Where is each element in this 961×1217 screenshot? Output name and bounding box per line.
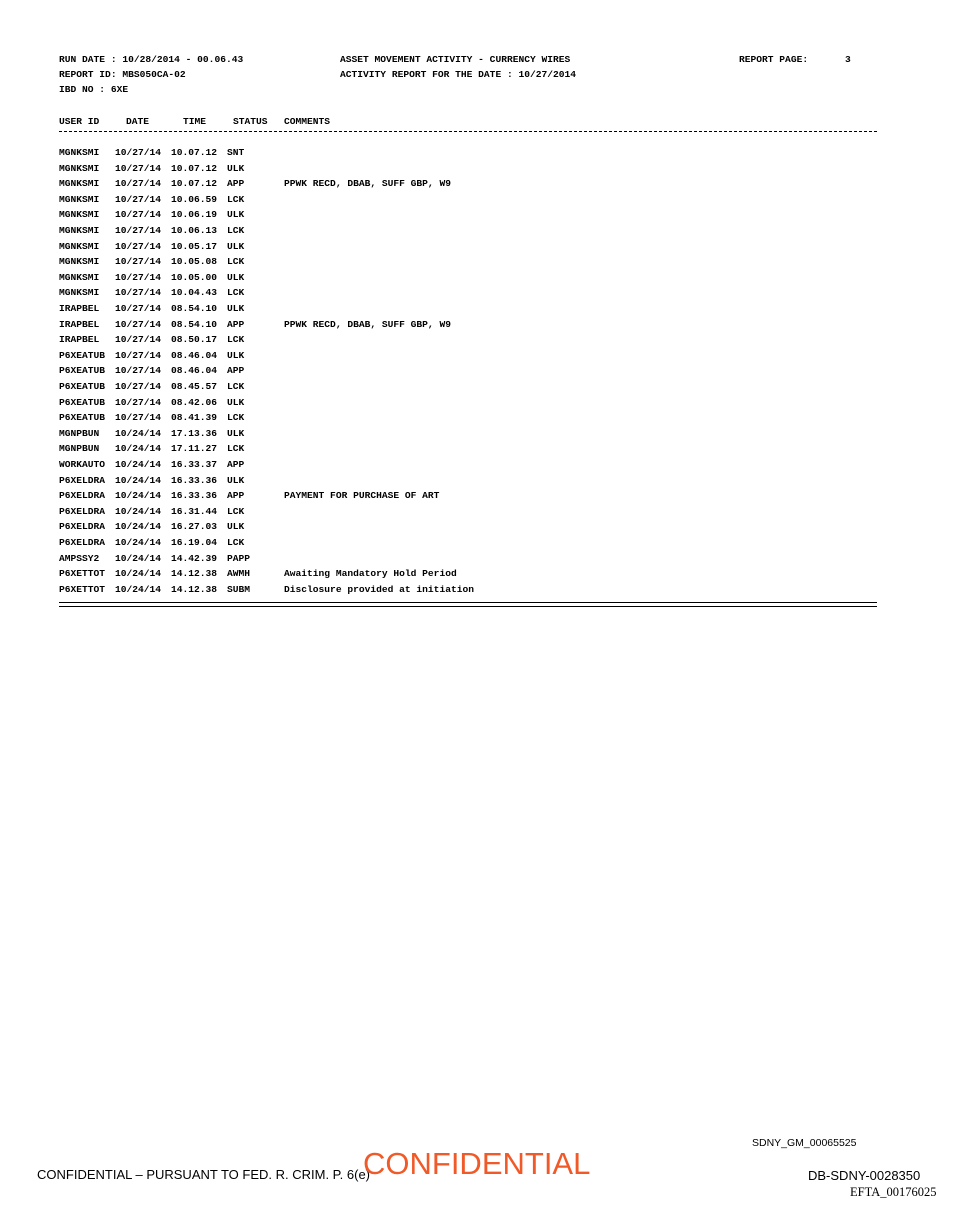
- cell-user-id: MGNKSMI: [59, 287, 100, 299]
- cell-time: 10.06.19: [171, 209, 218, 221]
- cell-comment: PAYMENT FOR PURCHASE OF ART: [284, 490, 440, 502]
- col-date: DATE: [126, 116, 150, 127]
- cell-time: 16.33.36: [171, 490, 218, 502]
- run-date: RUN DATE : 10/28/2014 - 00.06.43: [59, 54, 244, 65]
- cell-time: 17.13.36: [171, 427, 218, 439]
- cell-time: 10.06.59: [171, 193, 218, 205]
- cell-status: ULK: [227, 474, 245, 486]
- cell-user-id: P6XELDRA: [59, 537, 106, 548]
- cell-status: APP: [227, 365, 245, 377]
- cell-date: 10/27/14: [115, 147, 162, 158]
- cell-date: 10/27/14: [115, 256, 162, 268]
- cell-status: LCK: [227, 287, 245, 299]
- cell-date: 10/27/14: [115, 365, 162, 377]
- cell-date: 10/27/14: [115, 318, 162, 330]
- cell-date: 10/24/14: [115, 490, 162, 502]
- cell-date: 10/24/14: [115, 568, 162, 580]
- cell-time: 17.11.27: [171, 443, 218, 455]
- cell-user-id: IRAPBEL: [59, 303, 100, 314]
- cell-user-id: MGNKSMI: [59, 256, 100, 268]
- report-id: REPORT ID: MBS050CA-02: [59, 69, 186, 80]
- cell-date: 10/24/14: [115, 474, 162, 486]
- cell-date: 10/24/14: [115, 459, 162, 470]
- efta-number: EFTA_00176025: [850, 1185, 937, 1199]
- cell-status: LCK: [227, 381, 245, 392]
- cell-status: LCK: [227, 334, 245, 346]
- cell-time: 10.05.08: [171, 256, 218, 268]
- cell-status: APP: [227, 318, 245, 330]
- confidential-stamp: CONFIDENTIAL: [363, 1146, 591, 1181]
- cell-status: LCK: [227, 412, 245, 424]
- cell-time: 10.06.13: [171, 225, 218, 236]
- cell-date: 10/27/14: [115, 271, 162, 283]
- col-comments: COMMENTS: [284, 116, 331, 127]
- cell-time: 16.27.03: [171, 521, 218, 533]
- cell-user-id: P6XEATUB: [59, 412, 106, 424]
- cell-user-id: P6XEATUB: [59, 365, 106, 377]
- header-rule: [59, 131, 877, 132]
- col-time: TIME: [183, 116, 207, 127]
- cell-status: ULK: [227, 349, 245, 361]
- cell-date: 10/24/14: [115, 521, 162, 533]
- cell-time: 08.54.10: [171, 303, 218, 314]
- cell-status: ULK: [227, 209, 245, 221]
- cell-status: SNT: [227, 147, 245, 158]
- cell-user-id: P6XEATUB: [59, 349, 106, 361]
- cell-status: LCK: [227, 256, 245, 268]
- cell-user-id: MGNKSMI: [59, 209, 100, 221]
- confidential-legend: CONFIDENTIAL – PURSUANT TO FED. R. CRIM. P. 6(e): [37, 1167, 371, 1182]
- cell-time: 10.07.12: [171, 178, 218, 190]
- cell-status: PAPP: [227, 552, 251, 564]
- cell-user-id: MGNKSMI: [59, 162, 100, 174]
- cell-user-id: P6XETTOT: [59, 583, 106, 595]
- cell-date: 10/27/14: [115, 381, 162, 392]
- cell-user-id: MGNPBUN: [59, 427, 100, 439]
- cell-comment: PPWK RECD, DBAB, SUFF GBP, W9: [284, 318, 451, 330]
- cell-date: 10/27/14: [115, 334, 162, 346]
- cell-user-id: IRAPBEL: [59, 334, 100, 346]
- cell-user-id: P6XEATUB: [59, 396, 106, 408]
- cell-time: 10.04.43: [171, 287, 218, 299]
- cell-time: 16.31.44: [171, 505, 218, 517]
- cell-time: 10.05.00: [171, 271, 218, 283]
- cell-user-id: MGNKSMI: [59, 193, 100, 205]
- report-page-label: REPORT PAGE:: [739, 54, 809, 65]
- cell-date: 10/27/14: [115, 412, 162, 424]
- cell-status: APP: [227, 178, 245, 190]
- cell-date: 10/27/14: [115, 349, 162, 361]
- cell-user-id: P6XELDRA: [59, 490, 106, 502]
- cell-time: 14.12.38: [171, 583, 218, 595]
- cell-status: LCK: [227, 537, 245, 548]
- bates-number-2: DB-SDNY-0028350: [808, 1168, 921, 1183]
- cell-status: ULK: [227, 162, 245, 174]
- cell-status: ULK: [227, 396, 245, 408]
- cell-date: 10/27/14: [115, 396, 162, 408]
- cell-comment: Disclosure provided at initiation: [284, 583, 474, 595]
- cell-time: 08.54.10: [171, 318, 218, 330]
- cell-date: 10/27/14: [115, 287, 162, 299]
- cell-user-id: P6XELDRA: [59, 505, 106, 517]
- cell-user-id: P6XETTOT: [59, 568, 106, 580]
- report-subtitle: ACTIVITY REPORT FOR THE DATE : 10/27/2014: [340, 69, 577, 80]
- cell-user-id: P6XEATUB: [59, 381, 106, 392]
- cell-time: 08.41.39: [171, 412, 218, 424]
- cell-time: 16.33.37: [171, 459, 218, 470]
- cell-status: ULK: [227, 427, 245, 439]
- cell-status: ULK: [227, 521, 245, 533]
- cell-date: 10/27/14: [115, 209, 162, 221]
- cell-status: LCK: [227, 225, 245, 236]
- cell-status: AWMH: [227, 568, 251, 580]
- bates-number-1: SDNY_GM_00065525: [752, 1137, 857, 1149]
- cell-time: 16.33.36: [171, 474, 218, 486]
- cell-user-id: MGNPBUN: [59, 443, 100, 455]
- cell-status: APP: [227, 490, 245, 502]
- cell-time: 14.12.38: [171, 568, 218, 580]
- cell-user-id: AMPSSY2: [59, 552, 100, 564]
- cell-user-id: MGNKSMI: [59, 271, 100, 283]
- cell-date: 10/27/14: [115, 225, 162, 236]
- cell-time: 10.07.12: [171, 147, 218, 158]
- cell-time: 10.07.12: [171, 162, 218, 174]
- cell-user-id: WORKAUTO: [59, 459, 106, 470]
- cell-status: ULK: [227, 303, 245, 314]
- report-title: ASSET MOVEMENT ACTIVITY - CURRENCY WIRES: [340, 54, 571, 65]
- cell-date: 10/24/14: [115, 537, 162, 548]
- cell-time: 08.42.06: [171, 396, 218, 408]
- cell-date: 10/24/14: [115, 583, 162, 595]
- cell-status: LCK: [227, 193, 245, 205]
- cell-date: 10/27/14: [115, 178, 162, 190]
- col-user-id: USER ID: [59, 116, 100, 127]
- table-end-rule: [59, 602, 877, 607]
- cell-user-id: P6XELDRA: [59, 474, 106, 486]
- cell-date: 10/27/14: [115, 162, 162, 174]
- cell-user-id: IRAPBEL: [59, 318, 100, 330]
- cell-user-id: P6XELDRA: [59, 521, 106, 533]
- cell-time: 08.45.57: [171, 381, 218, 392]
- cell-time: 10.05.17: [171, 240, 218, 252]
- column-headers: [59, 116, 331, 128]
- cell-date: 10/27/14: [115, 240, 162, 252]
- cell-status: LCK: [227, 443, 245, 455]
- cell-time: 08.46.04: [171, 349, 218, 361]
- cell-status: ULK: [227, 240, 245, 252]
- cell-date: 10/27/14: [115, 303, 162, 314]
- cell-date: 10/27/14: [115, 193, 162, 205]
- cell-comment: PPWK RECD, DBAB, SUFF GBP, W9: [284, 178, 451, 190]
- cell-user-id: MGNKSMI: [59, 147, 100, 158]
- cell-user-id: MGNKSMI: [59, 225, 100, 236]
- cell-status: SUBM: [227, 583, 251, 595]
- cell-status: APP: [227, 459, 245, 470]
- cell-date: 10/24/14: [115, 427, 162, 439]
- cell-time: 08.46.04: [171, 365, 218, 377]
- cell-status: ULK: [227, 271, 245, 283]
- ibd-number: IBD NO : 6XE: [59, 84, 129, 95]
- cell-date: 10/24/14: [115, 443, 162, 455]
- cell-time: 08.50.17: [171, 334, 218, 346]
- report-page-number: 3: [845, 54, 851, 65]
- cell-comment: Awaiting Mandatory Hold Period: [284, 568, 457, 580]
- cell-time: 16.19.04: [171, 537, 218, 548]
- cell-user-id: MGNKSMI: [59, 178, 100, 190]
- cell-status: LCK: [227, 505, 245, 517]
- cell-user-id: MGNKSMI: [59, 240, 100, 252]
- cell-date: 10/24/14: [115, 552, 162, 564]
- col-status: STATUS: [233, 116, 268, 127]
- cell-date: 10/24/14: [115, 505, 162, 517]
- cell-time: 14.42.39: [171, 552, 218, 564]
